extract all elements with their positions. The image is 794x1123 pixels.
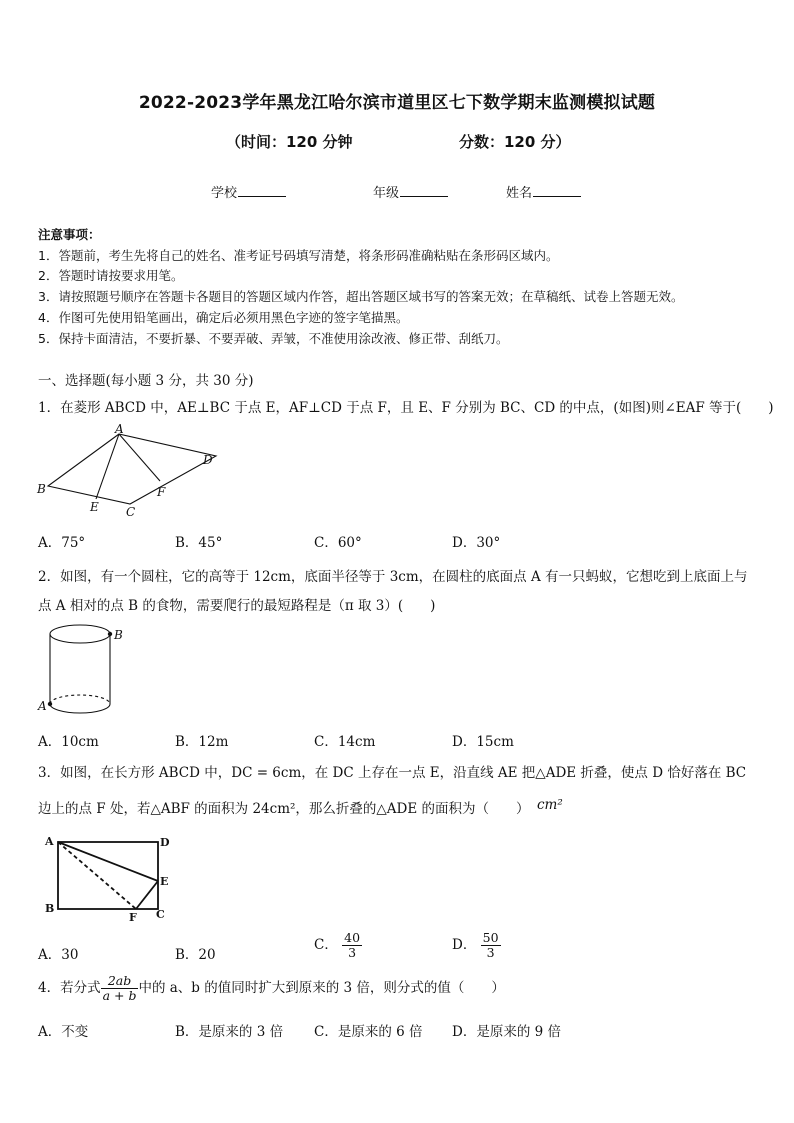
q4-option-a[interactable]: A．不变	[38, 1024, 89, 1040]
q1-option-c[interactable]: C．60°	[314, 535, 362, 551]
grade-blank[interactable]	[400, 184, 448, 197]
q2-option-b[interactable]: B．12m	[175, 734, 229, 750]
grade-label: 年级	[373, 186, 400, 201]
segment-AE	[58, 842, 158, 881]
q2-option-c[interactable]: C．14cm	[314, 734, 376, 750]
bottom-back-arc	[50, 695, 110, 704]
label-D: D	[203, 453, 213, 467]
q1-option-b[interactable]: B．45°	[175, 535, 223, 551]
q2-line1: 2．如图，有一个圆柱，它的高等于 12cm，底面半径等于 3cm，在圆柱的底面点 A 有一只蚂蚁，它想吃到上底面上与	[38, 569, 748, 585]
label-B: B	[45, 902, 55, 915]
q3-option-b[interactable]: B．20	[175, 947, 216, 963]
q2-line2: 点 A 相对的点 B 的食物，需要爬行的最短路程是（π 取 3）( )	[38, 598, 436, 614]
name-blank[interactable]	[533, 184, 581, 197]
note-item: 3．请按照题号顺序在答题卡各题目的答题区域内作答，超出答题区域书写的答案无效；在草稿纸、试卷上答题无效。	[38, 289, 684, 304]
bottom-front-arc	[50, 704, 110, 713]
exam-time: （时间：120 分钟	[226, 133, 353, 151]
label-C: C	[156, 908, 165, 921]
q4-fraction: $\frac{2ab}{a + b}$	[102, 973, 137, 1003]
q3-line2: 边上的点 F 处，若△ABF 的面积为 24cm²，那么折叠的△ADE 的面积为（ ）	[38, 801, 530, 817]
q3-option-c-label: C．	[314, 937, 338, 953]
label-F: F	[129, 911, 137, 924]
grade-field[interactable]	[373, 182, 448, 201]
q3-option-d-fraction: $\frac{50}{3}$	[482, 930, 499, 960]
segment-FE	[136, 881, 158, 909]
q1-text: 1．在菱形 ABCD 中，AE⊥BC 于点 E，AF⊥CD 于点 F，且 E、F 分别为 BC、CD 的中点，(如图)则∠EAF 等于( )	[38, 400, 774, 416]
label-E: E	[160, 875, 169, 888]
q4-option-b[interactable]: B．是原来的 3 倍	[175, 1024, 284, 1040]
q2-option-d[interactable]: D．15cm	[452, 734, 514, 750]
page-title: 2022-2023学年黑龙江哈尔滨市道里区七下数学期末监测模拟试题	[138, 93, 656, 113]
q4-option-d[interactable]: D．是原来的 9 倍	[452, 1024, 561, 1040]
school-label: 学校	[211, 186, 238, 201]
q2-option-a[interactable]: A．10cm	[38, 734, 99, 750]
q1-rhombus-figure	[30, 422, 230, 522]
notes-heading: 注意事项：	[38, 227, 101, 242]
q3-line1: 3．如图，在长方形 ABCD 中，DC = 6cm，在 DC 上存在一点 E，沿直线 AE 把△ADE 折叠，使点 D 恰好落在 BC	[38, 765, 747, 781]
note-item: 5．保持卡面清洁，不要折暴、不要弄破、弄皱，不准使用涂改液、修正带、刮纸刀。	[38, 331, 509, 346]
q2-cylinder-figure	[30, 617, 130, 717]
rhombus-outline	[48, 434, 216, 504]
point-A	[48, 702, 52, 706]
note-item: 4．作图可先使用铅笔画出，确定后必须用黑色字迹的签字笔描黑。	[38, 310, 409, 325]
exam-score: 分数：120 分）	[459, 133, 571, 151]
q3-option-d-label: D．	[452, 937, 477, 953]
q1-option-d[interactable]: D．30°	[452, 535, 501, 551]
label-D: D	[160, 836, 170, 849]
q4-pre: 4．若分式	[38, 980, 101, 996]
label-A: A	[45, 835, 54, 848]
segment-AE	[96, 434, 119, 499]
q1-option-a[interactable]: A．75°	[38, 535, 86, 551]
label-F: F	[157, 485, 166, 499]
label-A: A	[115, 422, 124, 436]
q3-option-c[interactable]	[314, 931, 362, 960]
label-E: E	[90, 500, 99, 514]
name-label: 姓名	[506, 186, 533, 201]
label-B: B	[114, 628, 123, 642]
q3-option-c-fraction: $\frac{40}{3}$	[344, 930, 361, 960]
name-field[interactable]	[506, 182, 581, 201]
q3-rectangle-figure	[36, 832, 176, 927]
top-ellipse	[50, 625, 110, 643]
q4-option-c[interactable]: C．是原来的 6 倍	[314, 1024, 423, 1040]
label-A: A	[38, 699, 47, 713]
q3-option-a[interactable]: A．30	[38, 947, 79, 963]
note-item: 2．答题时请按要求用笔。	[38, 268, 184, 283]
point-B	[108, 632, 112, 636]
label-B: B	[37, 482, 46, 496]
segment-AF	[58, 842, 136, 909]
segment-AF	[119, 434, 160, 481]
q4-post: 中的 a、b 的值同时扩大到原来的 3 倍，则分式的值（ ）	[138, 980, 505, 996]
q4-text	[38, 974, 505, 1003]
label-C: C	[126, 505, 136, 519]
note-item: 1．答题前，考生先将自己的姓名、准考证号码填写清楚，将条形码准确粘贴在条形码区域内。	[38, 248, 559, 263]
school-blank[interactable]	[238, 184, 286, 197]
school-field[interactable]	[211, 182, 286, 201]
q3-option-d[interactable]	[452, 931, 501, 960]
section-heading: 一、选择题(每小题 3 分，共 30 分)	[38, 373, 254, 389]
q3-unit: cm²	[537, 797, 563, 813]
